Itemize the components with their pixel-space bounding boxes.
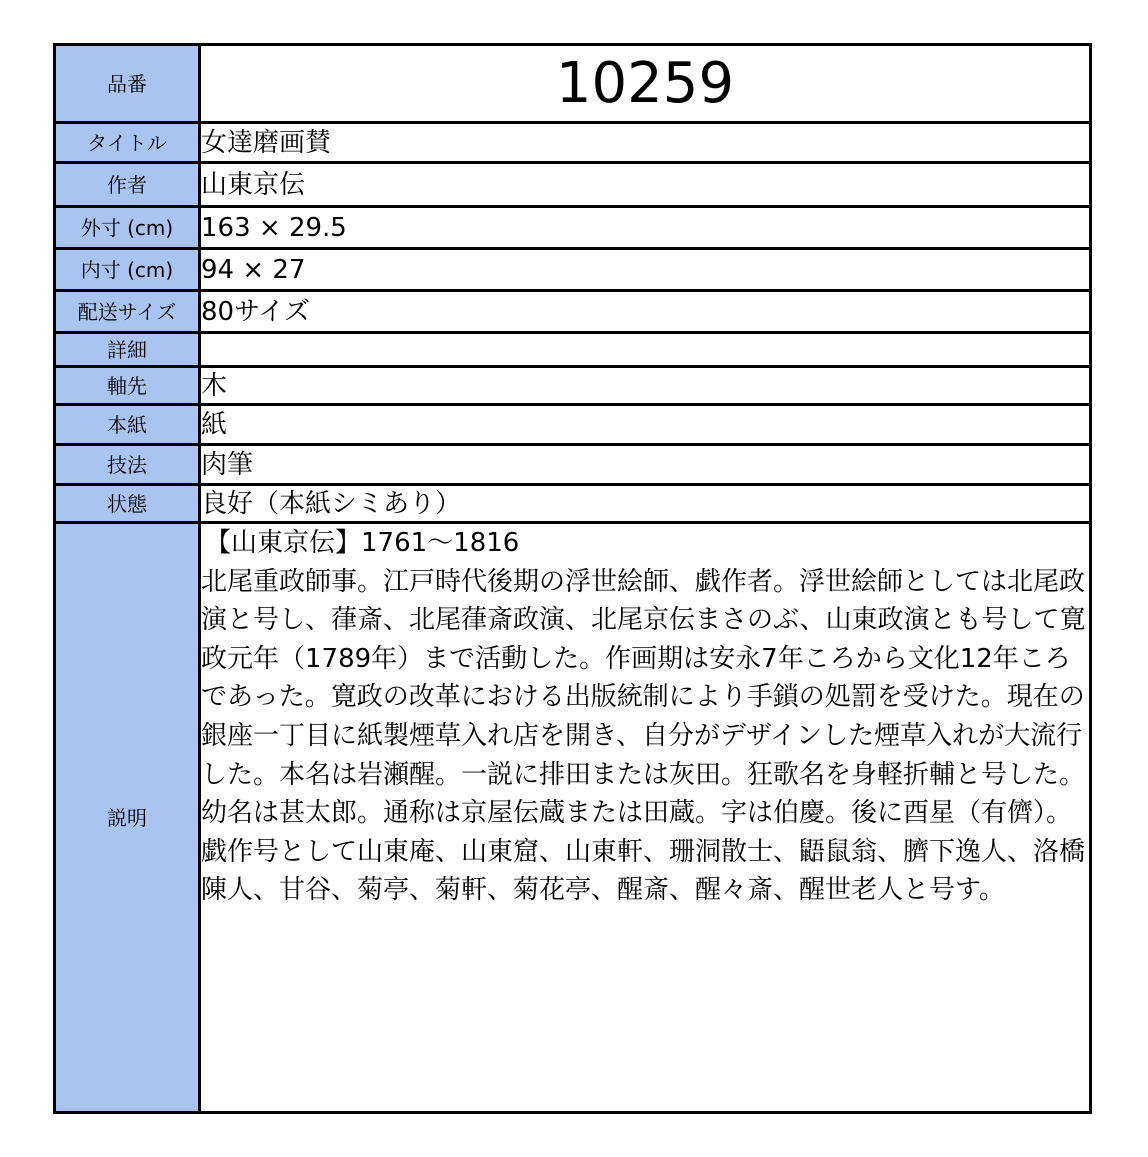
description-body: 北尾重政師事。江戸時代後期の浮世絵師、戯作者。浮世絵師としては北尾政演と号し、葎斎、北尾葎斎政演、北尾京伝まさのぶ、山東政演とも号して寛政元年（1789年）まで活動した。作画期は安永7年ころから文化12年ころであった。寛政の改革における出版統制により手鎖の処罰を受けた。現在の銀座一丁目に紙製煙草入れ店を開き、自分がデザインした煙草入れが大流行した。本名は岩瀬醒。一説に排田または灰田。狂歌名を身軽折輔と号した。幼名は甚太郎。通称は京屋伝蔵または田蔵。字は伯慶。後に酉星（有儕）。戯作号として山東庵、山東窟、山東軒、珊洞散士、鼯鼠翁、臍下逸人、洛橋陳人、甘谷、菊亭、菊軒、菊花亭、醒斎、醒々斎、醒世老人と号す。 — [201, 566, 1086, 906]
description-cell — [200, 523, 1091, 1113]
row-roller-ends — [55, 367, 1091, 405]
row-number — [55, 45, 1091, 123]
value-inner-size: 94 × 27 — [200, 249, 1091, 291]
value-outer-size: 163 × 29.5 — [200, 207, 1091, 249]
row-paper — [55, 405, 1091, 445]
row-inner-size — [55, 249, 1091, 291]
product-spec-table — [53, 43, 1092, 1114]
label-outer-size: 外寸 (cm) — [55, 207, 200, 249]
row-condition — [55, 485, 1091, 523]
label-condition: 状態 — [55, 485, 200, 523]
row-title — [55, 123, 1091, 163]
value-author: 山東京伝 — [200, 163, 1091, 207]
label-shipping-size: 配送サイズ — [55, 291, 200, 333]
row-details — [55, 333, 1091, 367]
row-technique — [55, 445, 1091, 485]
label-paper: 本紙 — [55, 405, 200, 445]
row-outer-size — [55, 207, 1091, 249]
label-technique: 技法 — [55, 445, 200, 485]
label-author: 作者 — [55, 163, 200, 207]
value-technique: 肉筆 — [200, 445, 1091, 485]
row-author — [55, 163, 1091, 207]
label-inner-size: 内寸 (cm) — [55, 249, 200, 291]
label-title: タイトル — [55, 123, 200, 163]
value-paper: 紙 — [200, 405, 1091, 445]
label-roller-ends: 軸先 — [55, 367, 200, 405]
label-details: 詳細 — [55, 333, 200, 367]
product-number: 10259 — [200, 45, 1091, 123]
value-condition: 良好（本紙シミあり） — [200, 485, 1091, 523]
description-heading: 【山東京伝】1761〜1816 — [205, 528, 520, 558]
row-description — [55, 523, 1091, 1113]
label-description: 説明 — [55, 523, 200, 1113]
value-roller-ends: 木 — [200, 367, 1091, 405]
row-shipping-size — [55, 291, 1091, 333]
value-title: 女達磨画賛 — [200, 123, 1091, 163]
value-shipping-size: 80サイズ — [200, 291, 1091, 333]
value-details — [200, 333, 1091, 367]
label-number: 品番 — [55, 45, 200, 123]
